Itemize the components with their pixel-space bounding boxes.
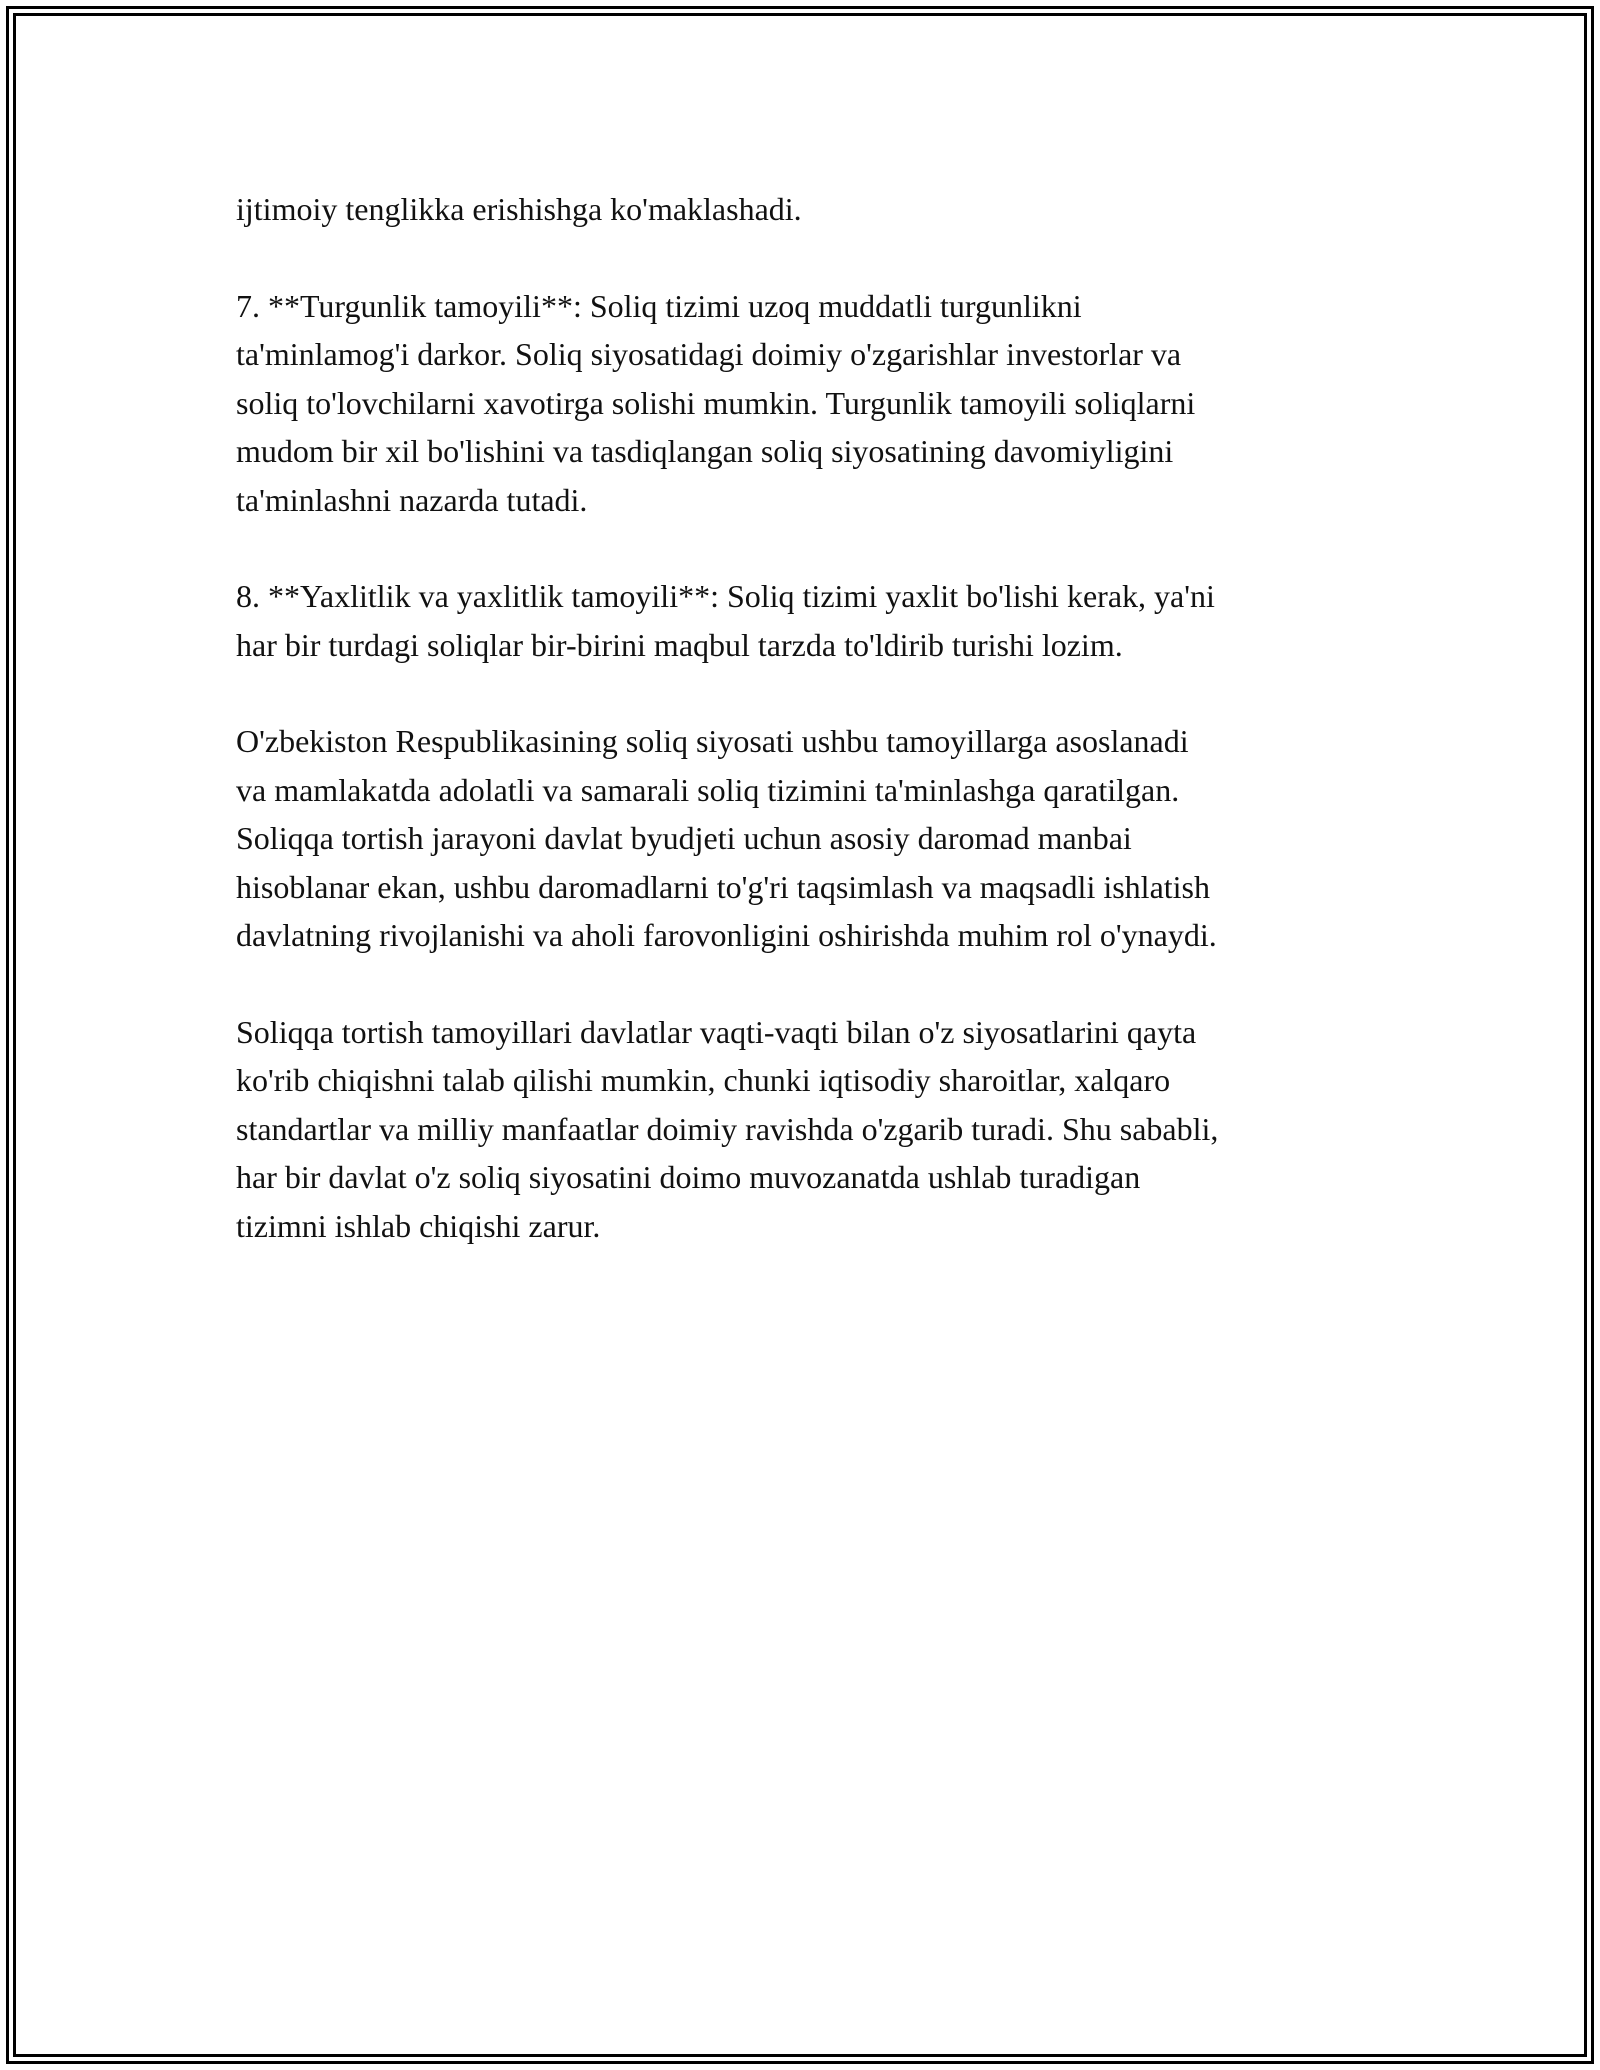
paragraph-principle-7: 7. **Turgunlik tamoyili**: Soliq tizimi uzoq muddatli turgunlikni ta'minlamog'i darkor. Soliq siyosatidagi doimiy o'zgarishlar investorlar va soliq to'lovchilarni xavotirga solishi mumkin. Turgunlik tamoyili soliqlarni mudom bir xil bo'lishini va tasdiqlangan soliq siyosatining davomiyligini ta'minlashni nazarda tutadi.	[236, 287, 1196, 518]
paragraph-principle-8: 8. **Yaxlitlik va yaxlitlik tamoyili**: Soliq tizimi yaxlit bo'lishi kerak, ya'ni har bir turdagi soliqlar bir-birini maqbul tarzda to'ldirib turishi lozim.	[236, 578, 1215, 663]
paragraph-conclusion: Soliqqa tortish tamoyillari davlatlar vaqti-vaqti bilan o'z siyosatlarini qayta ko'rib chiqishni talab qilishi mumkin, chunki iqtisodiy sharoitlar, xalqaro standartlar va milliy manfaatlar doimiy ravishda o'zgarib turadi. Shu sababli, har bir davlat o'z soliq siyosatini doimo muvozanatda ushlab turadigan tizimni ishlab chiqishi zarur.	[236, 1013, 1219, 1244]
paragraph-continuation: ijtimoiy tenglikka erishishga ko'maklashadi.	[236, 191, 802, 227]
document-body	[236, 185, 1376, 1298]
paragraph-uzbekistan-policy: O'zbekiston Respublikasining soliq siyosati ushbu tamoyillarga asoslanadi va mamlakatda adolatli va samarali soliq tizimini ta'minlashga qaratilgan. Soliqqa tortish jarayoni davlat byudjeti uchun asosiy daromad manbai hisoblanar ekan, ushbu daromadlarni to'g'ri taqsimlash va maqsadli ishlatish davlatning rivojlanishi va aholi farovonligini oshirishda muhim rol o'ynaydi.	[236, 723, 1217, 953]
